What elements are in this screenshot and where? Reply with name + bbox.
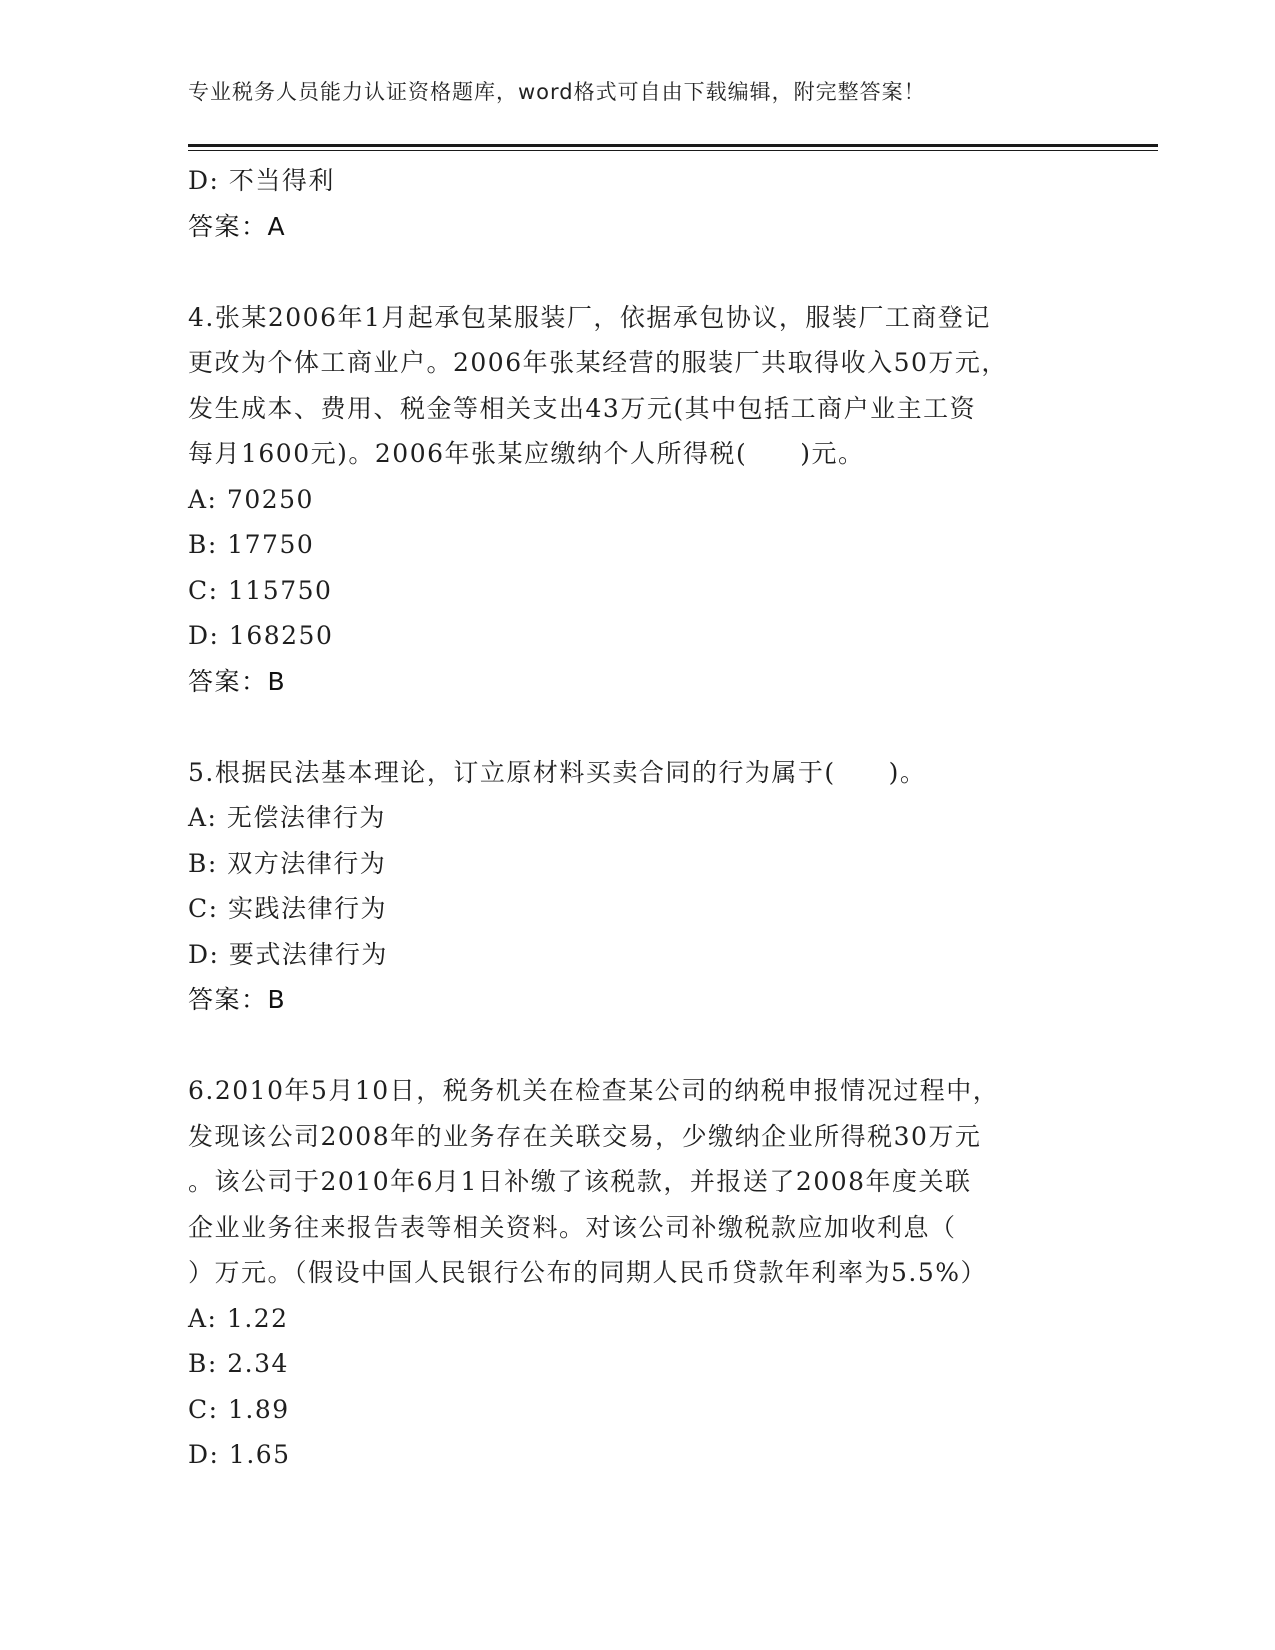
question-text-line: 发现该公司2008年的业务存在关联交易，少缴纳企业所得税30万元 xyxy=(188,1121,982,1151)
question-text-line: 。该公司于2010年6月1日补缴了该税款，并报送了2008年度关联 xyxy=(188,1167,972,1196)
option-d: D: 不当得利 xyxy=(188,166,335,195)
option-b: B: 2.34 xyxy=(188,1349,289,1378)
option-c: C: 1.89 xyxy=(188,1394,290,1424)
option-d: D: 168250 xyxy=(188,621,334,650)
answer: 答案：B xyxy=(188,666,287,696)
question-text-line: 4.张某2006年1月起承包某服装厂，依据承包协议，服装厂工商登记 xyxy=(188,302,991,332)
question-5 xyxy=(188,750,1088,1023)
header-rule-thick xyxy=(188,144,1158,147)
answer: 答案：B xyxy=(188,985,287,1014)
question-4 xyxy=(188,295,1088,705)
spacer xyxy=(188,704,1088,750)
option-a: A: 无偿法律行为 xyxy=(188,803,386,832)
option-c: C: 实践法律行为 xyxy=(188,894,387,923)
question-6 xyxy=(188,1068,1088,1478)
question-text-line: 企业业务往来报告表等相关资料。对该公司补缴税款应加收利息（ xyxy=(188,1212,957,1242)
option-d: D: 1.65 xyxy=(188,1440,291,1469)
question-text-line: 5.根据民法基本理论，订立原材料买卖合同的行为属于( )。 xyxy=(188,757,927,787)
question-text-line: 6.2010年5月10日，税务机关在检查某公司的纳税申报情况过程中， xyxy=(188,1076,1000,1105)
question-text-line: 更改为个体工商业户。2006年张某经营的服装厂共取得收入50万元， xyxy=(188,348,1008,377)
page-header: 专业税务人员能力认证资格题库，word格式可自由下载编辑，附完整答案！ xyxy=(188,80,926,104)
question-text-line: 发生成本、费用、税金等相关支出43万元(其中包括工商户业主工资 xyxy=(188,393,977,423)
header-rule-thin xyxy=(188,150,1158,151)
option-b: B: 双方法律行为 xyxy=(188,848,387,878)
question-text-line: 每月1600元)。2006年张某应缴纳个人所得税( )元。 xyxy=(188,439,865,468)
option-d: D: 要式法律行为 xyxy=(188,939,388,969)
option-a: A: 1.22 xyxy=(188,1303,289,1333)
option-a: A: 70250 xyxy=(188,484,314,514)
question-content xyxy=(188,158,1088,1478)
spacer xyxy=(188,249,1088,295)
option-b: B: 17750 xyxy=(188,530,315,559)
question-text-line: ）万元。（假设中国人民银行公布的同期人民币贷款年利率为5.5%） xyxy=(188,1258,988,1287)
answer: 答案：A xyxy=(188,211,287,241)
option-c: C: 115750 xyxy=(188,575,333,605)
spacer xyxy=(188,1023,1088,1069)
